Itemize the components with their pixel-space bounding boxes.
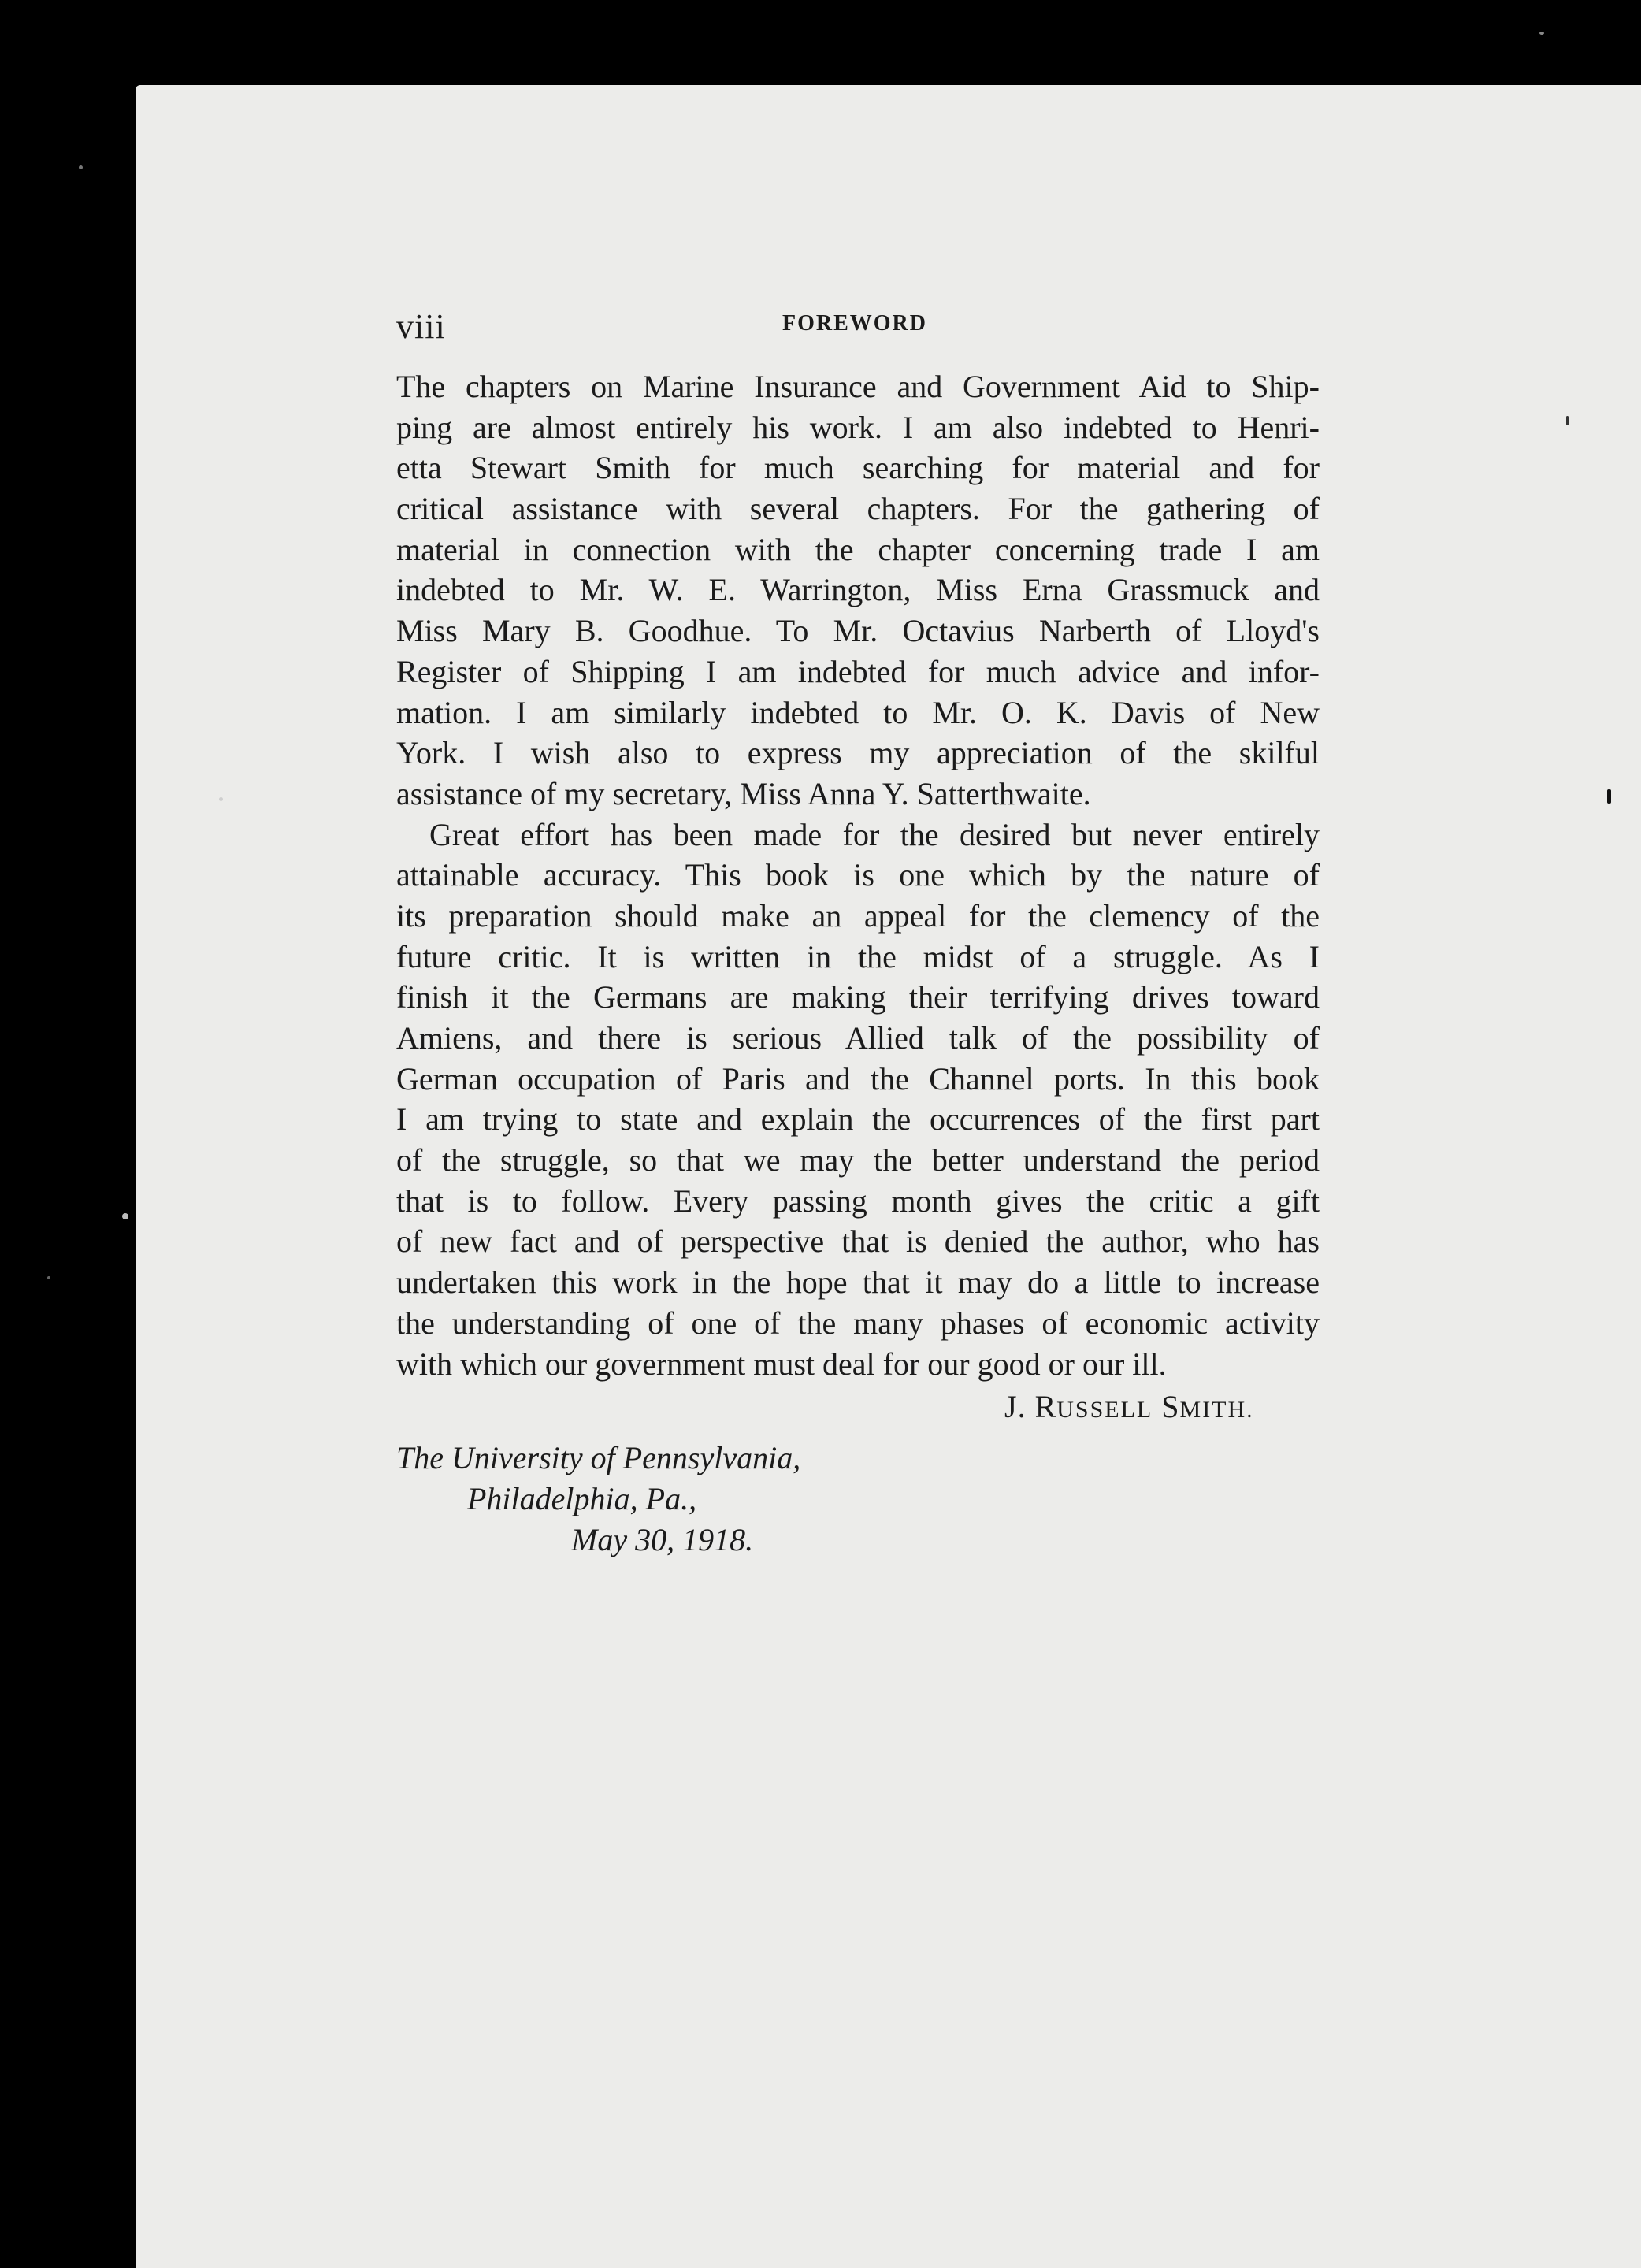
- text-line: Miss Mary B. Goodhue. To Mr. Octavius Narberth of Lloyd's: [396, 613, 1320, 649]
- scan-speck: [47, 1276, 50, 1279]
- signature-initial-last: S: [1161, 1389, 1180, 1424]
- text-line: York. I wish also to express my appreciation of the skilful: [396, 735, 1320, 771]
- dateline-date: May 30, 1918.: [571, 1522, 754, 1557]
- foreword-body: [396, 366, 1320, 1384]
- text-line: material in connection with the chapter concerning trade I am: [396, 531, 1320, 567]
- text-line: of new fact and of perspective that is denied the author, who has: [396, 1223, 1320, 1260]
- scan-speck: [1566, 416, 1569, 425]
- text-line: future critic. It is written in the midst of a struggle. As I: [396, 938, 1320, 974]
- scan-speck: [1539, 32, 1544, 35]
- signature-small-caps-last: MITH.: [1179, 1397, 1254, 1423]
- text-line: assistance of my secretary, Miss Anna Y. Satterthwaite.: [396, 775, 1091, 811]
- scan-speck: [79, 165, 83, 169]
- dateline-institution: The University of Pennsylvania,: [396, 1440, 801, 1475]
- running-head: [396, 306, 1320, 346]
- dateline-city: Philadelphia, Pa.,: [467, 1481, 697, 1516]
- text-line: etta Stewart Smith for much searching for material and for: [396, 450, 1320, 486]
- running-head-title: FOREWORD: [782, 311, 927, 336]
- text-line: critical assistance with several chapters. For the gathering of: [396, 491, 1320, 527]
- author-signature: [1004, 1388, 1254, 1425]
- signature-small-caps-first: USSELL: [1056, 1397, 1153, 1423]
- text-line: I am trying to state and explain the occurrences of the first part: [396, 1101, 1320, 1138]
- page-number: viii: [396, 307, 446, 346]
- text-line: its preparation should make an appeal for the clemency of the: [396, 897, 1320, 934]
- text-line: indebted to Mr. W. E. Warrington, Miss Erna Grassmuck and: [396, 572, 1320, 608]
- text-line: finish it the Germans are making their terrifying drives toward: [396, 979, 1320, 1015]
- text-line: with which our government must deal for our good or our ill.: [396, 1346, 1167, 1382]
- text-line: the understanding of one of the many phases of economic activity: [396, 1305, 1320, 1341]
- text-line: German occupation of Paris and the Channel ports. In this book: [396, 1060, 1320, 1097]
- text-line: ping are almost entirely his work. I am also indebted to Henri-: [396, 409, 1320, 445]
- text-line: attainable accuracy. This book is one which by the nature of: [396, 857, 1320, 893]
- text-line: Amiens, and there is serious Allied talk of the possibility of: [396, 1020, 1320, 1056]
- scan-speck: [219, 797, 223, 801]
- signature-initial: J. R: [1004, 1389, 1057, 1424]
- text-line: Register of Shipping I am indebted for much advice and infor-: [396, 653, 1320, 689]
- text-line: of the struggle, so that we may the better understand the period: [396, 1142, 1320, 1179]
- text-line: that is to follow. Every passing month gives the critic a gift: [396, 1182, 1320, 1219]
- scan-speck: [122, 1213, 128, 1219]
- text-line: Great effort has been made for the desired but never entirely: [429, 816, 1320, 852]
- text-line: undertaken this work in the hope that it may do a little to increase: [396, 1264, 1320, 1301]
- text-line: mation. I am similarly indebted to Mr. O. K. Davis of New: [396, 694, 1320, 730]
- text-line: The chapters on Marine Insurance and Government Aid to Ship-: [396, 369, 1320, 404]
- scan-speck: [1607, 789, 1611, 804]
